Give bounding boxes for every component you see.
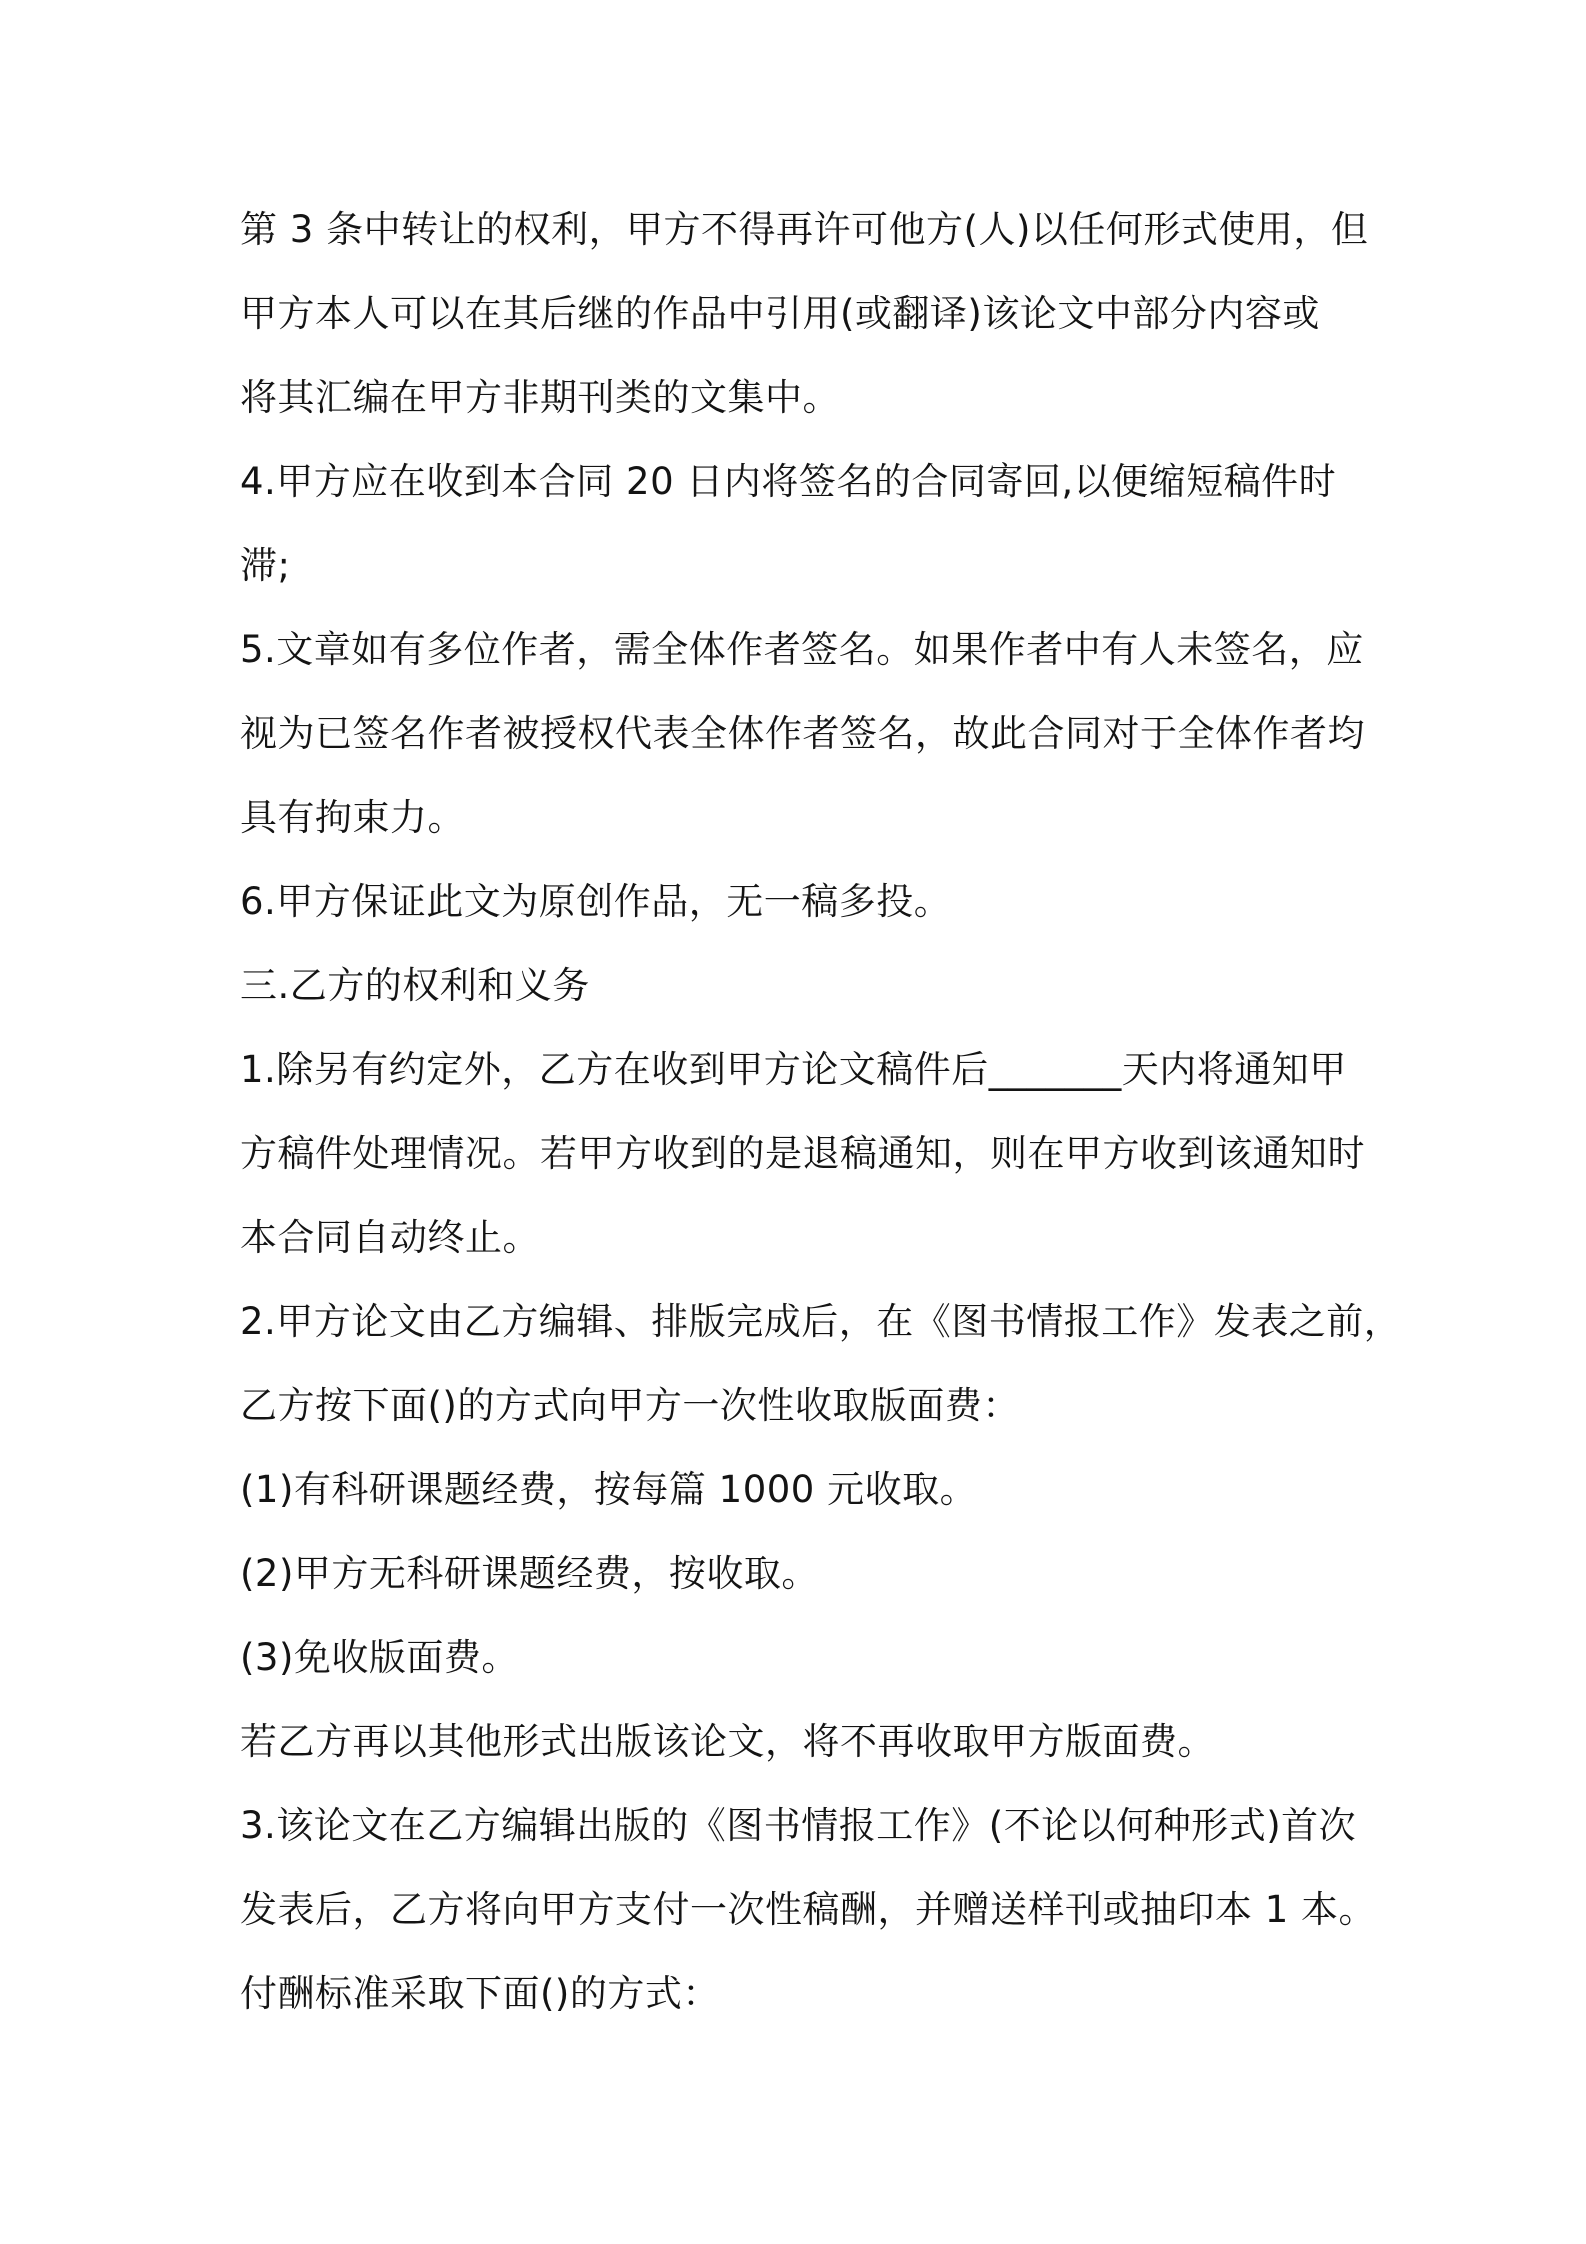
text-line: 具有拘束力。 bbox=[240, 796, 465, 839]
text-line: 2.甲方论文由乙方编辑、排版完成后，在《图书情报工作》发表之前， bbox=[240, 1300, 1402, 1343]
text-line: (1)有科研课题经费，按每篇 1000 元收取。 bbox=[240, 1468, 978, 1511]
document-body bbox=[240, 188, 1402, 2036]
section-heading: 三.乙方的权利和义务 bbox=[240, 964, 590, 1007]
text-line: 1.除另有约定外，乙方在收到甲方论文稿件后_______天内将通知甲 bbox=[240, 1048, 1347, 1091]
text-line: 本合同自动终止。 bbox=[240, 1216, 540, 1259]
text-line: 滞; bbox=[240, 544, 291, 587]
text-line: 4.甲方应在收到本合同 20 日内将签名的合同寄回,以便缩短稿件时 bbox=[240, 460, 1337, 503]
text-line: 乙方按下面()的方式向甲方一次性收取版面费： bbox=[240, 1384, 1020, 1427]
text-line: 5.文章如有多位作者，需全体作者签名。如果作者中有人未签名，应 bbox=[240, 628, 1364, 671]
text-line: (3)免收版面费。 bbox=[240, 1636, 519, 1679]
text-line: 3.该论文在乙方编辑出版的《图书情报工作》(不论以何种形式)首次 bbox=[240, 1804, 1357, 1847]
text-line: 甲方本人可以在其后继的作品中引用(或翻译)该论文中部分内容或 bbox=[240, 292, 1320, 335]
text-line: 若乙方再以其他形式出版该论文，将不再收取甲方版面费。 bbox=[240, 1720, 1215, 1763]
text-line: 6.甲方保证此文为原创作品，无一稿多投。 bbox=[240, 880, 952, 923]
text-line: 付酬标准采取下面()的方式： bbox=[240, 1972, 720, 2015]
text-line: 将其汇编在甲方非期刊类的文集中。 bbox=[240, 376, 840, 419]
text-line: 方稿件处理情况。若甲方收到的是退稿通知，则在甲方收到该通知时 bbox=[240, 1132, 1365, 1175]
text-line: 发表后，乙方将向甲方支付一次性稿酬，并赠送样刊或抽印本 1 本。 bbox=[240, 1888, 1377, 1931]
text-line: 第 3 条中转让的权利，甲方不得再许可他方(人)以任何形式使用，但 bbox=[240, 208, 1369, 251]
text-line: (2)甲方无科研课题经费，按收取。 bbox=[240, 1552, 819, 1595]
text-line: 视为已签名作者被授权代表全体作者签名，故此合同对于全体作者均 bbox=[240, 712, 1365, 755]
